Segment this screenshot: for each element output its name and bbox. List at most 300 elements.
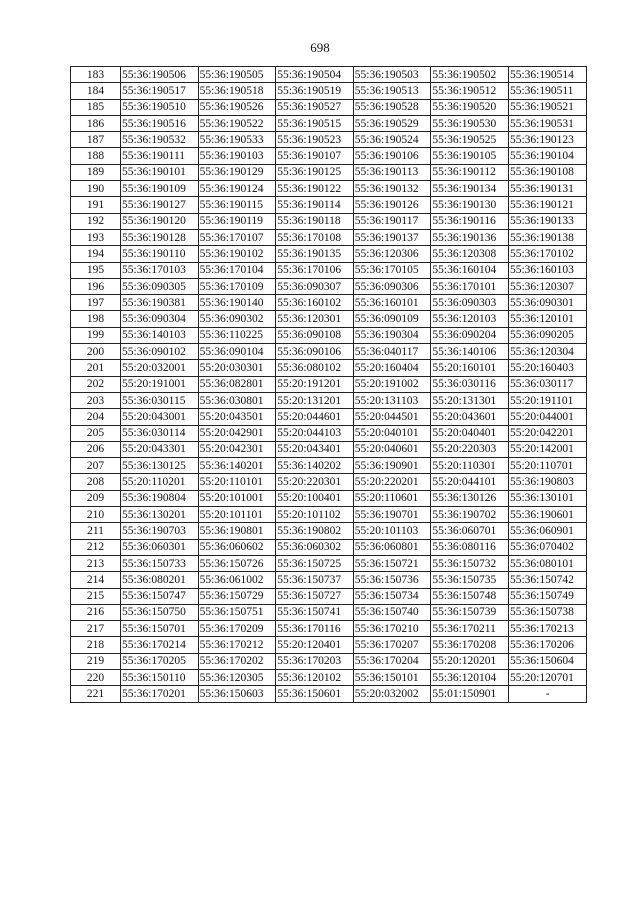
row-number: 191 bbox=[71, 197, 121, 213]
table-row bbox=[71, 67, 587, 83]
cadastral-code-cell: 55:36:190516 bbox=[121, 115, 199, 131]
cadastral-code-cell: 55:36:120103 bbox=[431, 311, 509, 327]
table-row bbox=[71, 507, 587, 523]
cadastral-code-cell: 55:36:170210 bbox=[353, 621, 431, 637]
cadastral-code-cell: 55:20:191001 bbox=[121, 376, 199, 392]
cadastral-code-cell: 55:36:190522 bbox=[198, 115, 276, 131]
cadastral-code-cell: 55:36:190521 bbox=[508, 99, 586, 115]
cadastral-code-cell: 55:36:060302 bbox=[276, 539, 354, 555]
cadastral-code-cell: 55:36:160104 bbox=[431, 262, 509, 278]
cadastral-code-cell: 55:36:150729 bbox=[198, 588, 276, 604]
table-row bbox=[71, 490, 587, 506]
cadastral-code-cell: 55:20:100401 bbox=[276, 490, 354, 506]
cadastral-code-cell: 55:36:190115 bbox=[198, 197, 276, 213]
cadastral-code-cell: 55:36:150737 bbox=[276, 572, 354, 588]
cadastral-code-cell: 55:36:120308 bbox=[431, 246, 509, 262]
cadastral-code-cell: 55:36:190504 bbox=[276, 67, 354, 83]
cadastral-code-cell: 55:36:150749 bbox=[508, 588, 586, 604]
cadastral-code-cell: 55:36:150748 bbox=[431, 588, 509, 604]
cadastral-code-cell: 55:36:120102 bbox=[276, 669, 354, 685]
table-row bbox=[71, 392, 587, 408]
cadastral-code-cell: 55:36:190802 bbox=[276, 523, 354, 539]
cadastral-code-cell: 55:36:190119 bbox=[198, 213, 276, 229]
cadastral-code-cell: 55:36:190702 bbox=[431, 507, 509, 523]
cadastral-code-cell: 55:36:140202 bbox=[276, 458, 354, 474]
cadastral-code-cell: 55:36:170109 bbox=[198, 278, 276, 294]
table-row bbox=[71, 132, 587, 148]
cadastral-code-cell: 55:36:090102 bbox=[121, 344, 199, 360]
cadastral-code-cell: 55:36:090302 bbox=[198, 311, 276, 327]
cadastral-code-cell: 55:36:110225 bbox=[198, 327, 276, 343]
cadastral-code-cell: 55:36:140106 bbox=[431, 344, 509, 360]
cadastral-code-cell: 55:36:190125 bbox=[276, 164, 354, 180]
cadastral-code-cell: 55:36:120301 bbox=[276, 311, 354, 327]
cadastral-code-cell: 55:36:190107 bbox=[276, 148, 354, 164]
table-row bbox=[71, 523, 587, 539]
cadastral-code-cell: 55:36:090304 bbox=[121, 311, 199, 327]
cadastral-code-cell: 55:36:190140 bbox=[198, 295, 276, 311]
row-number: 185 bbox=[71, 99, 121, 115]
cadastral-code-cell: 55:36:190108 bbox=[508, 164, 586, 180]
cadastral-code-cell: 55:36:150742 bbox=[508, 572, 586, 588]
cadastral-code-cell: 55:36:190106 bbox=[353, 148, 431, 164]
cadastral-code-cell: 55:36:190110 bbox=[121, 246, 199, 262]
cadastral-code-cell: 55:36:060701 bbox=[431, 523, 509, 539]
cadastral-code-cell: 55:20:101101 bbox=[198, 507, 276, 523]
cadastral-code-cell: 55:36:150750 bbox=[121, 604, 199, 620]
cadastral-code-cell: 55:36:190136 bbox=[431, 229, 509, 245]
row-number: 203 bbox=[71, 392, 121, 408]
cadastral-code-cell: 55:36:190530 bbox=[431, 115, 509, 131]
cadastral-code-cell: 55:36:190526 bbox=[198, 99, 276, 115]
table-row bbox=[71, 327, 587, 343]
cadastral-code-cell: 55:36:190112 bbox=[431, 164, 509, 180]
cadastral-code-cell: 55:36:190132 bbox=[353, 181, 431, 197]
cadastral-code-cell: 55:36:190111 bbox=[121, 148, 199, 164]
empty-cell: - bbox=[508, 686, 586, 702]
cadastral-code-cell: 55:36:190512 bbox=[431, 83, 509, 99]
cadastral-code-cell: 55:36:090303 bbox=[431, 295, 509, 311]
cadastral-code-cell: 55:20:160101 bbox=[431, 360, 509, 376]
table-row bbox=[71, 246, 587, 262]
cadastral-code-cell: 55:36:140201 bbox=[198, 458, 276, 474]
cadastral-code-cell: 55:36:190117 bbox=[353, 213, 431, 229]
table-row bbox=[71, 653, 587, 669]
cadastral-code-cell: 55:36:170202 bbox=[198, 653, 276, 669]
row-number: 215 bbox=[71, 588, 121, 604]
table-row bbox=[71, 229, 587, 245]
cadastral-code-cell: 55:36:190601 bbox=[508, 507, 586, 523]
cadastral-code-cell: 55:20:044001 bbox=[508, 409, 586, 425]
cadastral-code-cell: 55:36:080101 bbox=[508, 555, 586, 571]
cadastral-code-cell: 55:36:190129 bbox=[198, 164, 276, 180]
cadastral-code-cell: 55:36:190511 bbox=[508, 83, 586, 99]
cadastral-code-cell: 55:36:170116 bbox=[276, 621, 354, 637]
cadastral-code-cell: 55:20:044103 bbox=[276, 425, 354, 441]
cadastral-code-cell: 55:36:190525 bbox=[431, 132, 509, 148]
row-number: 202 bbox=[71, 376, 121, 392]
cadastral-code-cell: 55:36:190529 bbox=[353, 115, 431, 131]
cadastral-code-cell: 55:36:150726 bbox=[198, 555, 276, 571]
cadastral-code-cell: 55:36:160103 bbox=[508, 262, 586, 278]
cadastral-code-cell: 55:20:043401 bbox=[276, 441, 354, 457]
cadastral-code-cell: 55:20:120701 bbox=[508, 669, 586, 685]
cadastral-code-cell: 55:20:101102 bbox=[276, 507, 354, 523]
cadastral-code-cell: 55:36:090109 bbox=[353, 311, 431, 327]
page-number: 698 bbox=[310, 40, 330, 55]
table-row bbox=[71, 213, 587, 229]
cadastral-code-cell: 55:36:030801 bbox=[198, 392, 276, 408]
cadastral-code-cell: 55:36:190527 bbox=[276, 99, 354, 115]
cadastral-code-cell: 55:36:190502 bbox=[431, 67, 509, 83]
table-row bbox=[71, 99, 587, 115]
cadastral-code-cell: 55:36:060901 bbox=[508, 523, 586, 539]
cadastral-code-cell: 55:36:190517 bbox=[121, 83, 199, 99]
cadastral-code-cell: 55:20:120201 bbox=[431, 653, 509, 669]
cadastral-code-cell: 55:20:044601 bbox=[276, 409, 354, 425]
table-body bbox=[71, 67, 587, 703]
cadastral-code-cell: 55:36:150732 bbox=[431, 555, 509, 571]
cadastral-code-cell: 55:36:130125 bbox=[121, 458, 199, 474]
cadastral-code-cell: 55:36:190128 bbox=[121, 229, 199, 245]
cadastral-code-cell: 55:36:150601 bbox=[276, 686, 354, 702]
cadastral-code-cell: 55:36:080102 bbox=[276, 360, 354, 376]
cadastral-code-cell: 55:20:220301 bbox=[276, 474, 354, 490]
cadastral-code-cell: 55:36:070402 bbox=[508, 539, 586, 555]
cadastral-code-cell: 55:36:130101 bbox=[508, 490, 586, 506]
cadastral-code-cell: 55:36:170201 bbox=[121, 686, 199, 702]
table-row bbox=[71, 278, 587, 294]
table-row bbox=[71, 197, 587, 213]
cadastral-code-cell: 55:36:170207 bbox=[353, 637, 431, 653]
cadastral-code-cell: 55:36:150725 bbox=[276, 555, 354, 571]
row-number: 192 bbox=[71, 213, 121, 229]
cadastral-code-cell: 55:20:043001 bbox=[121, 409, 199, 425]
cadastral-code-cell: 55:36:170102 bbox=[508, 246, 586, 262]
row-number: 208 bbox=[71, 474, 121, 490]
cadastral-code-cell: 55:20:220303 bbox=[431, 441, 509, 457]
table-row bbox=[71, 604, 587, 620]
row-number: 214 bbox=[71, 572, 121, 588]
cadastral-code-cell: 55:20:101001 bbox=[198, 490, 276, 506]
cadastral-code-cell: 55:36:190515 bbox=[276, 115, 354, 131]
cadastral-code-cell: 55:36:090305 bbox=[121, 278, 199, 294]
cadastral-code-cell: 55:36:170208 bbox=[431, 637, 509, 653]
table-row bbox=[71, 344, 587, 360]
cadastral-code-cell: 55:36:190506 bbox=[121, 67, 199, 83]
cadastral-code-cell: 55:36:190532 bbox=[121, 132, 199, 148]
row-number: 219 bbox=[71, 653, 121, 669]
cadastral-code-cell: 55:20:120401 bbox=[276, 637, 354, 653]
cadastral-code-cell: 55:36:170212 bbox=[198, 637, 276, 653]
cadastral-code-cell: 55:36:190135 bbox=[276, 246, 354, 262]
cadastral-code-cell: 55:20:040101 bbox=[353, 425, 431, 441]
cadastral-code-cell: 55:36:090306 bbox=[353, 278, 431, 294]
cadastral-code-cell: 55:36:190518 bbox=[198, 83, 276, 99]
table-row bbox=[71, 458, 587, 474]
cadastral-code-cell: 55:36:150727 bbox=[276, 588, 354, 604]
cadastral-code-cell: 55:36:150603 bbox=[198, 686, 276, 702]
cadastral-code-cell: 55:36:082801 bbox=[198, 376, 276, 392]
cadastral-code-cell: 55:36:170205 bbox=[121, 653, 199, 669]
row-number: 200 bbox=[71, 344, 121, 360]
cadastral-code-cell: 55:36:170104 bbox=[198, 262, 276, 278]
row-number: 194 bbox=[71, 246, 121, 262]
cadastral-code-cell: 55:36:190701 bbox=[353, 507, 431, 523]
row-number: 190 bbox=[71, 181, 121, 197]
cadastral-code-cell: 55:20:110201 bbox=[121, 474, 199, 490]
cadastral-code-cell: 55:36:130201 bbox=[121, 507, 199, 523]
cadastral-code-cell: 55:36:080116 bbox=[431, 539, 509, 555]
row-number: 199 bbox=[71, 327, 121, 343]
table-row bbox=[71, 115, 587, 131]
table-row bbox=[71, 83, 587, 99]
cadastral-code-cell: 55:36:190122 bbox=[276, 181, 354, 197]
row-number: 184 bbox=[71, 83, 121, 99]
cadastral-code-cell: 55:36:120307 bbox=[508, 278, 586, 294]
table-row bbox=[71, 441, 587, 457]
table-row bbox=[71, 621, 587, 637]
cadastral-code-cell: 55:36:190116 bbox=[431, 213, 509, 229]
cadastral-code-cell: 55:36:190531 bbox=[508, 115, 586, 131]
cadastral-code-cell: 55:36:150751 bbox=[198, 604, 276, 620]
cadastral-code-cell: 55:36:190801 bbox=[198, 523, 276, 539]
table-row bbox=[71, 262, 587, 278]
cadastral-code-cell: 55:36:190126 bbox=[353, 197, 431, 213]
cadastral-code-cell: 55:36:190101 bbox=[121, 164, 199, 180]
cadastral-code-cell: 55:36:170203 bbox=[276, 653, 354, 669]
cadastral-code-cell: 55:36:150736 bbox=[353, 572, 431, 588]
cadastral-code-cell: 55:36:040117 bbox=[353, 344, 431, 360]
cadastral-code-cell: 55:20:043301 bbox=[121, 441, 199, 457]
table-row bbox=[71, 555, 587, 571]
table-row bbox=[71, 295, 587, 311]
cadastral-code-cell: 55:20:160403 bbox=[508, 360, 586, 376]
cadastral-code-cell: 55:36:190523 bbox=[276, 132, 354, 148]
row-number: 218 bbox=[71, 637, 121, 653]
cadastral-code-cell: 55:36:150701 bbox=[121, 621, 199, 637]
cadastral-code-cell: 55:36:150734 bbox=[353, 588, 431, 604]
cadastral-code-cell: 55:36:140103 bbox=[121, 327, 199, 343]
cadastral-code-cell: 55:36:120306 bbox=[353, 246, 431, 262]
cadastral-code-cell: 55:36:120305 bbox=[198, 669, 276, 685]
cadastral-code-cell: 55:01:150901 bbox=[431, 686, 509, 702]
table-row bbox=[71, 148, 587, 164]
table-row bbox=[71, 637, 587, 653]
cadastral-code-cell: 55:36:190131 bbox=[508, 181, 586, 197]
cadastral-code-cell: 55:20:032002 bbox=[353, 686, 431, 702]
table-row bbox=[71, 376, 587, 392]
cadastral-code-cell: 55:20:030301 bbox=[198, 360, 276, 376]
cadastral-code-cell: 55:36:190113 bbox=[353, 164, 431, 180]
cadastral-code-cell: 55:36:190120 bbox=[121, 213, 199, 229]
cadastral-code-cell: 55:20:043601 bbox=[431, 409, 509, 425]
cadastral-code-cell: 55:36:150721 bbox=[353, 555, 431, 571]
cadastral-code-cell: 55:20:042301 bbox=[198, 441, 276, 457]
cadastral-code-cell: 55:36:190519 bbox=[276, 83, 354, 99]
cadastral-code-cell: 55:20:191201 bbox=[276, 376, 354, 392]
cadastral-code-cell: 55:36:060301 bbox=[121, 539, 199, 555]
row-number: 204 bbox=[71, 409, 121, 425]
cadastral-code-cell: 55:36:190137 bbox=[353, 229, 431, 245]
row-number: 216 bbox=[71, 604, 121, 620]
row-number: 189 bbox=[71, 164, 121, 180]
cadastral-code-cell: 55:36:190524 bbox=[353, 132, 431, 148]
cadastral-code-cell: 55:20:220201 bbox=[353, 474, 431, 490]
cadastral-code-cell: 55:20:131103 bbox=[353, 392, 431, 408]
cadastral-code-cell: 55:20:142001 bbox=[508, 441, 586, 457]
cadastral-code-cell: 55:36:080201 bbox=[121, 572, 199, 588]
cadastral-code-cell: 55:36:190520 bbox=[431, 99, 509, 115]
table-row bbox=[71, 181, 587, 197]
cadastral-code-cell: 55:20:110301 bbox=[431, 458, 509, 474]
cadastral-code-cell: 55:36:170213 bbox=[508, 621, 586, 637]
cadastral-code-cell: 55:20:110601 bbox=[353, 490, 431, 506]
cadastral-code-cell: 55:36:190381 bbox=[121, 295, 199, 311]
cadastral-code-cell: 55:36:190513 bbox=[353, 83, 431, 99]
cadastral-code-cell: 55:36:170101 bbox=[431, 278, 509, 294]
table-row bbox=[71, 311, 587, 327]
cadastral-code-cell: 55:36:190105 bbox=[431, 148, 509, 164]
cadastral-code-cell: 55:36:160102 bbox=[276, 295, 354, 311]
cadastral-code-cell: 55:36:060602 bbox=[198, 539, 276, 555]
cadastral-code-cell: 55:36:170103 bbox=[121, 262, 199, 278]
cadastral-codes-table bbox=[70, 66, 587, 703]
cadastral-code-cell: 55:20:044101 bbox=[431, 474, 509, 490]
cadastral-code-cell: 55:36:170107 bbox=[198, 229, 276, 245]
cadastral-code-cell: 55:36:170204 bbox=[353, 653, 431, 669]
row-number: 187 bbox=[71, 132, 121, 148]
cadastral-code-cell: 55:36:190123 bbox=[508, 132, 586, 148]
table-row bbox=[71, 572, 587, 588]
cadastral-code-cell: 55:36:090104 bbox=[198, 344, 276, 360]
row-number: 220 bbox=[71, 669, 121, 685]
cadastral-code-cell: 55:36:060801 bbox=[353, 539, 431, 555]
cadastral-code-cell: 55:36:190304 bbox=[353, 327, 431, 343]
cadastral-code-cell: 55:36:130126 bbox=[431, 490, 509, 506]
cadastral-code-cell: 55:36:150747 bbox=[121, 588, 199, 604]
cadastral-code-cell: 55:20:032001 bbox=[121, 360, 199, 376]
row-number: 196 bbox=[71, 278, 121, 294]
cadastral-code-cell: 55:36:090108 bbox=[276, 327, 354, 343]
cadastral-code-cell: 55:36:030116 bbox=[431, 376, 509, 392]
cadastral-code-cell: 55:36:190130 bbox=[431, 197, 509, 213]
cadastral-code-cell: 55:36:190109 bbox=[121, 181, 199, 197]
row-number: 212 bbox=[71, 539, 121, 555]
cadastral-code-cell: 55:36:170106 bbox=[276, 262, 354, 278]
cadastral-code-cell: 55:36:120304 bbox=[508, 344, 586, 360]
cadastral-code-cell: 55:36:190533 bbox=[198, 132, 276, 148]
table-row bbox=[71, 360, 587, 376]
row-number: 205 bbox=[71, 425, 121, 441]
cadastral-code-cell: 55:36:090205 bbox=[508, 327, 586, 343]
row-number: 217 bbox=[71, 621, 121, 637]
row-number: 198 bbox=[71, 311, 121, 327]
row-number: 188 bbox=[71, 148, 121, 164]
cadastral-code-cell: 55:36:030114 bbox=[121, 425, 199, 441]
cadastral-code-cell: 55:36:170206 bbox=[508, 637, 586, 653]
table-row bbox=[71, 425, 587, 441]
cadastral-code-cell: 55:36:030117 bbox=[508, 376, 586, 392]
table-row bbox=[71, 474, 587, 490]
cadastral-code-cell: 55:36:190102 bbox=[198, 246, 276, 262]
cadastral-code-cell: 55:20:191101 bbox=[508, 392, 586, 408]
cadastral-code-cell: 55:20:191002 bbox=[353, 376, 431, 392]
cadastral-code-cell: 55:20:160404 bbox=[353, 360, 431, 376]
row-number: 197 bbox=[71, 295, 121, 311]
cadastral-code-cell: 55:36:190804 bbox=[121, 490, 199, 506]
cadastral-code-cell: 55:36:170214 bbox=[121, 637, 199, 653]
cadastral-code-cell: 55:36:120101 bbox=[508, 311, 586, 327]
cadastral-code-cell: 55:36:190118 bbox=[276, 213, 354, 229]
cadastral-code-cell: 55:36:150101 bbox=[353, 669, 431, 685]
row-number: 201 bbox=[71, 360, 121, 376]
cadastral-code-cell: 55:36:061002 bbox=[198, 572, 276, 588]
cadastral-code-cell: 55:36:190124 bbox=[198, 181, 276, 197]
cadastral-code-cell: 55:36:090106 bbox=[276, 344, 354, 360]
row-number: 211 bbox=[71, 523, 121, 539]
row-number: 183 bbox=[71, 67, 121, 83]
cadastral-code-cell: 55:36:120104 bbox=[431, 669, 509, 685]
cadastral-code-cell: 55:36:190103 bbox=[198, 148, 276, 164]
cadastral-code-cell: 55:36:030115 bbox=[121, 392, 199, 408]
cadastral-code-cell: 55:20:042201 bbox=[508, 425, 586, 441]
cadastral-code-cell: 55:36:170211 bbox=[431, 621, 509, 637]
cadastral-code-cell: 55:36:190104 bbox=[508, 148, 586, 164]
row-number: 209 bbox=[71, 490, 121, 506]
row-number: 221 bbox=[71, 686, 121, 702]
cadastral-code-cell: 55:36:170108 bbox=[276, 229, 354, 245]
cadastral-code-cell: 55:20:131301 bbox=[431, 392, 509, 408]
cadastral-code-cell: 55:36:150738 bbox=[508, 604, 586, 620]
row-number: 195 bbox=[71, 262, 121, 278]
cadastral-code-cell: 55:20:043501 bbox=[198, 409, 276, 425]
cadastral-code-cell: 55:36:190138 bbox=[508, 229, 586, 245]
cadastral-code-cell: 55:20:110701 bbox=[508, 458, 586, 474]
cadastral-code-cell: 55:36:160101 bbox=[353, 295, 431, 311]
cadastral-code-cell: 55:36:150735 bbox=[431, 572, 509, 588]
table-row bbox=[71, 164, 587, 180]
cadastral-code-cell: 55:36:170105 bbox=[353, 262, 431, 278]
cadastral-code-cell: 55:20:044501 bbox=[353, 409, 431, 425]
table-row bbox=[71, 588, 587, 604]
cadastral-code-cell: 55:36:190528 bbox=[353, 99, 431, 115]
cadastral-code-cell: 55:36:190134 bbox=[431, 181, 509, 197]
row-number: 210 bbox=[71, 507, 121, 523]
cadastral-code-cell: 55:36:190114 bbox=[276, 197, 354, 213]
cadastral-code-cell: 55:36:190803 bbox=[508, 474, 586, 490]
cadastral-code-cell: 55:36:190121 bbox=[508, 197, 586, 213]
cadastral-code-cell: 55:36:150604 bbox=[508, 653, 586, 669]
cadastral-code-cell: 55:20:110101 bbox=[198, 474, 276, 490]
cadastral-code-cell: 55:36:190703 bbox=[121, 523, 199, 539]
cadastral-code-cell: 55:36:190510 bbox=[121, 99, 199, 115]
cadastral-code-cell: 55:36:190133 bbox=[508, 213, 586, 229]
row-number: 186 bbox=[71, 115, 121, 131]
cadastral-code-cell: 55:36:150739 bbox=[431, 604, 509, 620]
row-number: 213 bbox=[71, 555, 121, 571]
row-number: 207 bbox=[71, 458, 121, 474]
cadastral-code-cell: 55:36:150741 bbox=[276, 604, 354, 620]
cadastral-code-cell: 55:36:190505 bbox=[198, 67, 276, 83]
cadastral-code-cell: 55:36:150740 bbox=[353, 604, 431, 620]
row-number: 193 bbox=[71, 229, 121, 245]
cadastral-code-cell: 55:36:150733 bbox=[121, 555, 199, 571]
table-row bbox=[71, 669, 587, 685]
cadastral-code-cell: 55:20:042901 bbox=[198, 425, 276, 441]
row-number: 206 bbox=[71, 441, 121, 457]
table-row bbox=[71, 409, 587, 425]
